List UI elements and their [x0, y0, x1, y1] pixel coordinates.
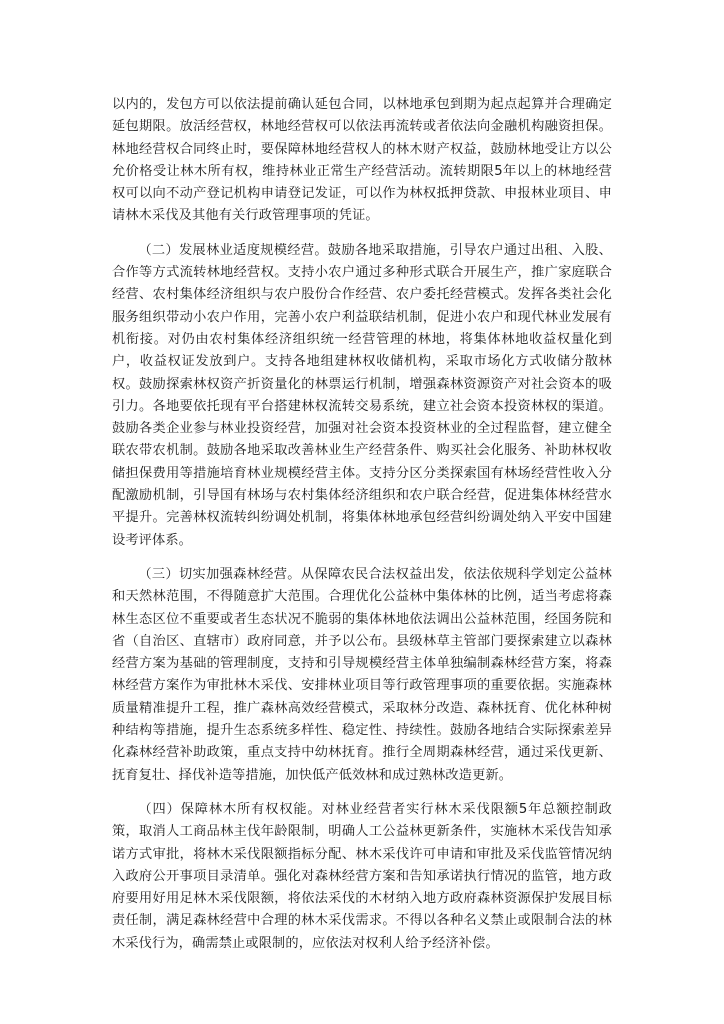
paragraph-ownership-rights: （四）保障林木所有权权能。对林业经营者实行林木采伐限额5年总额控制政策，取消人工商品林主伐年龄限制，明确人工公益林更新条件，实施林木采伐告知承诺方式审批，将林木采伐限额指标分配、林木采伐许可申请和审批及采伐监管情况纳入政府公开事项目录清单。强化对森林经营方案和告知承诺执行情况的监管，地方政府要用好用足林木采伐限额，将依法采伐的木材纳入地方政府森林资源保护发展目标责任制，满足森林经营中合理的林木采伐需求。不得以各种名义禁止或限制合法的林木采伐行为，确需禁止或限制的，应依法对权利人给予经济补偿。	[112, 801, 612, 951]
paragraph-continuation: 以内的，发包方可以依法提前确认延包合同，以林地承包到期为起点起算并合理确定延包期限。放活经营权，林地经营权可以依法再流转或者依法向金融机构融资担保。林地经营权合同终止时，要保障林地经营权人的林木财产权益，鼓励林地受让方以公允价格受让林木所有权，维持林业正常生产经营活动。流转期限5年以上的林地经营权可以向不动产登记机构申请登记发证，可以作为林权抵押贷款、申报林业项目、申请林木采伐及其他有关行政管理事项的凭证。	[112, 97, 612, 224]
document-body	[112, 94, 612, 967]
paragraph-forest-management: （三）切实加强森林经营。从保障农民合法权益出发，依法依规科学划定公益林和天然林范围，不得随意扩大范围。合理优化公益林中集体林的比例，适当考虑将森林生态区位不重要或者生态状况不脆弱的集体林地依法调出公益林范围，经国务院和省（自治区、直辖市）政府同意，并予以公布。县级林草主管部门要探索建立以森林经营方案为基础的管理制度，支持和引导规模经营主体单独编制森林经营方案，将森林经营方案作为审批林木采伐、安排林业项目等行政管理事项的重要依据。实施森林质量精准提升工程，推广森林高效经营模式，采取林分改造、森林抚育、优化林种树种结构等措施，提升生态系统多样性、稳定性、持续性。鼓励各地结合实际探索差异化森林经营补助政策，重点支持中幼林抚育。推行全周期森林经营，通过采伐更新、抚育复壮、择伐补造等措施，加快低产低效林和成过熟林改造更新。	[112, 566, 612, 783]
paragraph-scale-operation: （二）发展林业适度规模经营。鼓励各地采取措施，引导农户通过出租、入股、合作等方式流转林地经营权。支持小农户通过多种形式联合开展生产，推广家庭联合经营、农村集体经济组织与农户股份合作经营、农户委托经营模式。发挥各类社会化服务组织带动小农户作用，完善小农户利益联结机制，促进小农户和现代林业发展有机衔接。对仍由农村集体经济组织统一经营管理的林地，将集体林地收益权量化到户，收益权证发放到户。支持各地组建林权收储机构，采取市场化方式收储分散林权。鼓励探索林权资产折资量化的林票运行机制，增强森林资源资产对社会资本的吸引力。各地要依托现有平台搭建林权流转交易系统，建立社会资本投资林权的渠道。鼓励各类企业参与林业投资经营，加强对社会资本投资林业的全过程监督，建立健全联农带农机制。鼓励各地采取改善林业生产经营条件、购买社会化服务、补助林权收储担保费用等措施培育林业规模经营主体。支持分区分类探索国有林场经营性收入分配激励机制，引导国有林场与农村集体经济组织和农户联合经营，促进集体林经营水平提升。完善林权流转纠纷调处机制，将集体林地承包经营纠纷调处纳入平安中国建设考评体系。	[112, 242, 612, 548]
